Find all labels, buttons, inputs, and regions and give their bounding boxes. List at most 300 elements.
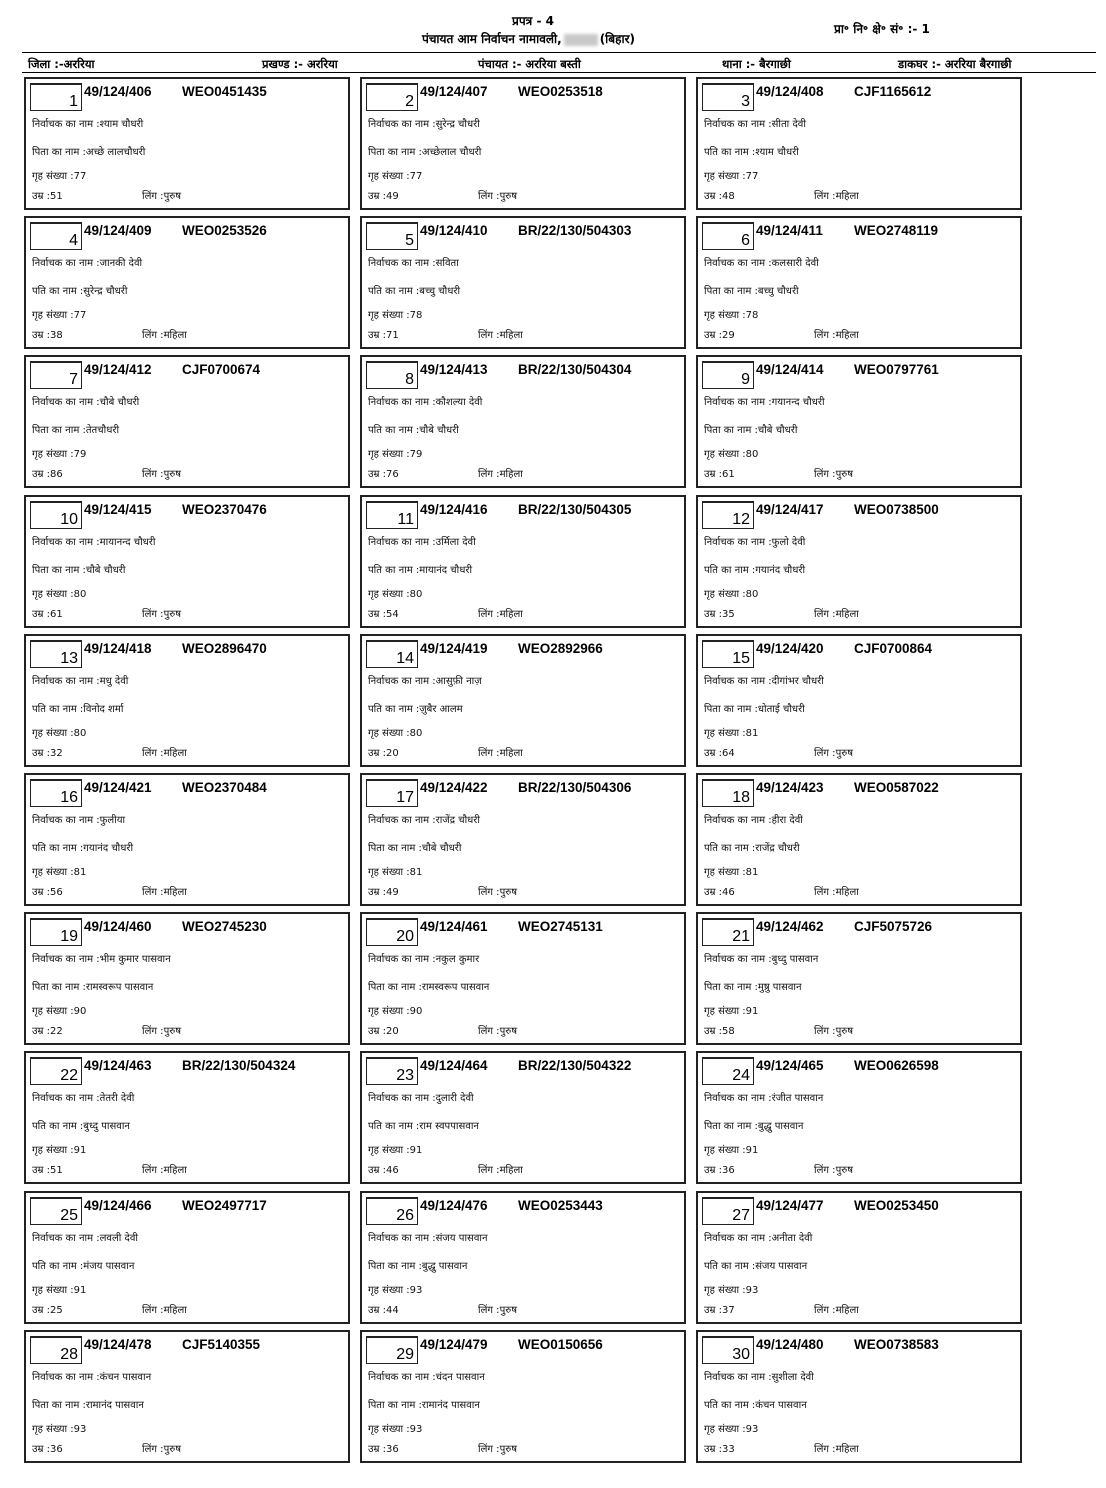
voter-id: BR/22/130/504303 [518, 223, 632, 238]
house-number [704, 307, 758, 321]
voter-card-22 [24, 1051, 350, 1184]
house-value: 93 [409, 1285, 423, 1296]
post-office-label: डाकघर :- अररिया बैरगाछी [898, 57, 1012, 71]
elector-name [704, 534, 805, 548]
elector-name [32, 255, 142, 269]
age [368, 606, 399, 620]
relation-label: पति का नाम : [368, 704, 420, 715]
gender [478, 327, 523, 341]
voter-reference: 49/124/462 [756, 919, 824, 934]
voter-card-23 [360, 1051, 686, 1184]
elector-name [368, 673, 482, 687]
age-label: उम्र : [32, 1305, 51, 1316]
relation-name [368, 979, 489, 993]
relation-label: पिता का नाम : [704, 704, 758, 715]
age-value: 22 [50, 1026, 63, 1037]
relation-label: पति का नाम : [32, 286, 84, 297]
relation-name [704, 1258, 807, 1272]
house-label: गृह संख्या : [368, 171, 410, 182]
relation-name [32, 562, 125, 576]
house-value: 93 [745, 1424, 759, 1435]
voter-card-2 [360, 77, 686, 210]
house-number [368, 725, 422, 739]
gender-value: महिला [499, 1165, 523, 1176]
house-number [704, 1003, 758, 1017]
age [368, 1162, 399, 1176]
relation-name [368, 1258, 467, 1272]
voter-id: WEO2370484 [182, 780, 267, 795]
house-value: 81 [745, 728, 759, 739]
gender-value: पुरुष [163, 1026, 182, 1037]
relation-label: पति का नाम : [704, 1261, 756, 1272]
house-label: गृह संख्या : [704, 171, 746, 182]
gender-label: लिंग : [142, 1305, 164, 1316]
house-number [32, 1282, 86, 1296]
serial-number: 11 [366, 501, 418, 529]
voter-reference: 49/124/411 [756, 223, 823, 238]
age-label: उम्र : [368, 609, 387, 620]
age [368, 884, 399, 898]
voter-id: WEO0150656 [518, 1337, 603, 1352]
elector-name-value: फुलो देवी [771, 537, 806, 548]
elector-name-value: सुशीला देवी [771, 1372, 814, 1383]
gender [478, 1302, 517, 1316]
age [368, 1302, 399, 1316]
house-label: गृह संख्या : [32, 1424, 74, 1435]
age [704, 1441, 735, 1455]
age-label: उम्र : [368, 1026, 387, 1037]
gender-label: लिंग : [142, 887, 164, 898]
age-value: 37 [722, 1305, 735, 1316]
serial-number: 6 [702, 222, 754, 250]
gender-label: लिंग : [478, 887, 500, 898]
elector-name-value: अनीता देवी [771, 1233, 813, 1244]
gender-value: महिला [835, 1444, 859, 1455]
relation-label: पिता का नाम : [32, 1400, 86, 1411]
age-label: उम्र : [704, 191, 723, 202]
gender [142, 327, 187, 341]
gender-value: पुरुष [163, 469, 182, 480]
serial-number: 10 [30, 501, 82, 529]
serial-number: 4 [30, 222, 82, 250]
voter-id: CJF1165612 [854, 84, 932, 99]
relation-name [32, 422, 119, 436]
serial-number: 16 [30, 779, 82, 807]
block-label: प्रखण्ड :- अररिया [262, 57, 338, 71]
relation-value: गयानंद चौधरी [755, 565, 806, 576]
voter-card-27 [696, 1191, 1022, 1324]
house-number [368, 1142, 422, 1156]
elector-name-value: दीगांभर चौधरी [771, 676, 824, 687]
house-value: 80 [73, 589, 87, 600]
age-value: 49 [386, 191, 399, 202]
relation-name [368, 1118, 479, 1132]
relation-value: विनोद शर्मा [83, 704, 124, 715]
gender-value: महिला [163, 887, 187, 898]
house-number [704, 168, 758, 182]
district-label: जिला :-अररिया [28, 57, 95, 71]
relation-value: चौबे चौधरी [85, 565, 126, 576]
relation-label: पिता का नाम : [368, 1400, 422, 1411]
relation-label: पिता का नाम : [368, 982, 422, 993]
age [32, 466, 63, 480]
house-label: गृह संख्या : [368, 1145, 410, 1156]
house-value: 91 [73, 1145, 87, 1156]
elector-name-value: जानकी देवी [99, 258, 143, 269]
gender-value: महिला [499, 748, 523, 759]
house-value: 91 [745, 1006, 759, 1017]
house-label: गृह संख्या : [704, 589, 746, 600]
relation-label: पति का नाम : [368, 425, 420, 436]
header-rule-top [22, 52, 1096, 53]
gender-label: लिंग : [814, 330, 836, 341]
elector-name-label: निर्वाचक का नाम : [368, 1093, 436, 1104]
gender [814, 1441, 859, 1455]
age-label: उम्र : [32, 1165, 51, 1176]
elector-name-value: सीता देवी [771, 119, 806, 130]
relation-value: बच्चु चौधरी [419, 286, 461, 297]
house-value: 78 [409, 310, 423, 321]
elector-name-value: सविता [435, 258, 459, 269]
voter-card-16 [24, 773, 350, 906]
gender [478, 1162, 523, 1176]
voter-reference: 49/124/466 [84, 1198, 152, 1213]
age-label: उम्र : [32, 609, 51, 620]
elector-name-value: मधु देवी [99, 676, 129, 687]
voter-reference: 49/124/406 [84, 84, 152, 99]
age-value: 38 [50, 330, 63, 341]
gender [142, 1302, 187, 1316]
elector-name-label: निर्वाचक का नाम : [368, 119, 436, 130]
voter-reference: 49/124/420 [756, 641, 824, 656]
age-label: उम्र : [32, 887, 51, 898]
voter-id: CJF0700674 [182, 362, 261, 377]
gender-label: लिंग : [814, 609, 836, 620]
relation-value: चौबे चौधरी [757, 425, 798, 436]
house-value: 93 [745, 1285, 759, 1296]
age-value: 76 [386, 469, 399, 480]
voter-reference: 49/124/463 [84, 1058, 152, 1073]
gender-value: पुरुष [835, 1165, 854, 1176]
gender-label: लिंग : [814, 1305, 836, 1316]
voter-id: BR/22/130/504306 [518, 780, 632, 795]
house-number [368, 168, 422, 182]
house-number [32, 1003, 86, 1017]
serial-number: 3 [702, 83, 754, 111]
age [704, 884, 735, 898]
voter-reference: 49/124/419 [420, 641, 488, 656]
voter-card-28 [24, 1330, 350, 1463]
gender-label: लिंग : [478, 330, 500, 341]
elector-name-label: निर्वाचक का नाम : [368, 1233, 436, 1244]
elector-name-label: निर्वाचक का नाम : [368, 397, 436, 408]
gender-label: लिंग : [814, 748, 836, 759]
voter-id: WEO0626598 [854, 1058, 939, 1073]
age [704, 327, 735, 341]
elector-name-value: भीम कुमार पासवान [99, 954, 171, 965]
house-value: 77 [73, 171, 87, 182]
relation-name [32, 144, 145, 158]
elector-name [704, 951, 818, 965]
gender-value: महिला [499, 609, 523, 620]
elector-name-label: निर्वाचक का नाम : [704, 676, 772, 687]
age [32, 1302, 63, 1316]
gender-label: लिंग : [478, 191, 500, 202]
elector-name-label: निर्वाचक का नाम : [704, 397, 772, 408]
voter-reference: 49/124/465 [756, 1058, 824, 1073]
voter-card-14 [360, 634, 686, 767]
gender [814, 1302, 859, 1316]
voter-reference: 49/124/409 [84, 223, 152, 238]
voter-card-30 [696, 1330, 1022, 1463]
relation-name [704, 701, 805, 715]
serial-number: 27 [702, 1197, 754, 1225]
relation-label: पति का नाम : [32, 843, 84, 854]
elector-name-value: चौबे चौधरी [99, 397, 140, 408]
elector-name-label: निर्वाचक का नाम : [368, 676, 436, 687]
voter-reference: 49/124/412 [84, 362, 152, 377]
house-number [704, 1282, 758, 1296]
relation-value: रामस्वरूप पासवान [421, 982, 490, 993]
voter-reference: 49/124/461 [420, 919, 488, 934]
age-value: 61 [722, 469, 735, 480]
relation-value: रामानंद पासवान [85, 1400, 144, 1411]
relation-value: सुरेन्द्र चौधरी [83, 286, 128, 297]
subtitle-state: (बिहार) [599, 32, 636, 46]
age [32, 188, 63, 202]
elector-name [32, 673, 128, 687]
age [368, 188, 399, 202]
relation-value: रामानंद पासवान [421, 1400, 480, 1411]
gender-label: लिंग : [478, 1026, 500, 1037]
age-label: उम्र : [32, 191, 51, 202]
gender-label: लिंग : [478, 1444, 500, 1455]
elector-name-label: निर्वाचक का नाम : [32, 1093, 100, 1104]
age-label: उम्र : [368, 469, 387, 480]
elector-name-label: निर्वाचक का नाम : [32, 1372, 100, 1383]
serial-number: 30 [702, 1336, 754, 1364]
house-value: 91 [745, 1145, 759, 1156]
house-value: 93 [409, 1424, 423, 1435]
voter-reference: 49/124/408 [756, 84, 824, 99]
relation-value: राम स्वपपासवान [419, 1121, 479, 1132]
voter-reference: 49/124/423 [756, 780, 824, 795]
house-label: गृह संख्या : [704, 1145, 746, 1156]
serial-number: 14 [366, 640, 418, 668]
relation-name [32, 840, 133, 854]
elector-name-value: चंदन पासवान [435, 1372, 485, 1383]
house-label: गृह संख्या : [368, 1285, 410, 1296]
elector-name-value: कलसारी देवी [771, 258, 819, 269]
house-label: गृह संख्या : [704, 728, 746, 739]
elector-name-value: मायानन्द चौधरी [99, 537, 156, 548]
serial-number: 5 [366, 222, 418, 250]
panchayat-label: पंचायत :- अररिया बस्ती [478, 57, 581, 71]
house-number [704, 446, 758, 460]
relation-name [704, 1118, 803, 1132]
gender-value: महिला [835, 191, 859, 202]
gender [814, 466, 853, 480]
elector-name [368, 1369, 485, 1383]
relation-label: पिता का नाम : [368, 147, 422, 158]
elector-name [704, 673, 824, 687]
gender-label: लिंग : [142, 748, 164, 759]
relation-value: चौबे चौधरी [421, 843, 462, 854]
gender [142, 1441, 181, 1455]
age [704, 606, 735, 620]
gender-label: लिंग : [142, 330, 164, 341]
serial-number: 2 [366, 83, 418, 111]
age-value: 32 [50, 748, 63, 759]
relation-name [704, 562, 805, 576]
voter-id: WEO0253526 [182, 223, 267, 238]
relation-label: पिता का नाम : [368, 1261, 422, 1272]
elector-name-label: निर्वाचक का नाम : [704, 1372, 772, 1383]
relation-label: पति का नाम : [704, 565, 756, 576]
age [704, 466, 735, 480]
elector-name-label: निर्वाचक का नाम : [704, 1093, 772, 1104]
relation-name [704, 144, 799, 158]
house-label: गृह संख्या : [704, 310, 746, 321]
voter-reference: 49/124/422 [420, 780, 488, 795]
part-number: प्रा॰ नि॰ क्षे॰ सं॰ :- 1 [834, 22, 930, 36]
voter-reference: 49/124/415 [84, 502, 152, 517]
house-value: 81 [409, 867, 423, 878]
gender-value: पुरुष [835, 469, 854, 480]
relation-value: धोताई चौधरी [757, 704, 805, 715]
age-value: 56 [50, 887, 63, 898]
relation-value: अच्छे लालचौधरी [85, 147, 146, 158]
serial-number: 1 [30, 83, 82, 111]
gender-value: महिला [835, 887, 859, 898]
voter-id: WEO0253518 [518, 84, 603, 99]
elector-name [368, 255, 459, 269]
serial-number: 13 [30, 640, 82, 668]
relation-label: पति का नाम : [368, 1121, 420, 1132]
age [704, 1162, 735, 1176]
voter-id: WEO0253450 [854, 1198, 939, 1213]
form-title: प्रपत्र - 4 [512, 14, 554, 28]
serial-number: 17 [366, 779, 418, 807]
gender-label: लिंग : [142, 191, 164, 202]
elector-name-value: आसुफ़ी नाज़ [435, 676, 482, 687]
elector-name [368, 394, 482, 408]
relation-value: रामस्वरूप पासवान [85, 982, 154, 993]
elector-name [32, 394, 139, 408]
relation-name [704, 840, 800, 854]
voter-card-17 [360, 773, 686, 906]
relation-value: मंजय पासवान [83, 1261, 135, 1272]
elector-name [32, 116, 143, 130]
relation-value: श्याम चौधरी [755, 147, 799, 158]
relation-value: बुद्धु पासवान [757, 1121, 804, 1132]
relation-label: पति का नाम : [704, 1400, 756, 1411]
relation-name [32, 283, 127, 297]
age [32, 327, 63, 341]
relation-label: पिता का नाम : [368, 843, 422, 854]
house-label: गृह संख्या : [704, 1285, 746, 1296]
house-value: 81 [73, 867, 87, 878]
elector-name [704, 394, 825, 408]
voter-reference: 49/124/407 [420, 84, 488, 99]
gender-value: पुरुष [499, 1305, 518, 1316]
gender [478, 745, 523, 759]
relation-label: पिता का नाम : [32, 565, 86, 576]
gender-label: लिंग : [814, 887, 836, 898]
voter-reference: 49/124/417 [756, 502, 824, 517]
age-value: 20 [386, 1026, 399, 1037]
house-label: गृह संख्या : [32, 171, 74, 182]
house-label: गृह संख्या : [32, 728, 74, 739]
house-label: गृह संख्या : [32, 1145, 74, 1156]
gender [142, 188, 181, 202]
relation-label: पति का नाम : [32, 1261, 84, 1272]
relation-name [368, 701, 463, 715]
serial-number: 21 [702, 918, 754, 946]
age-value: 44 [386, 1305, 399, 1316]
age-label: उम्र : [368, 191, 387, 202]
relation-value: बुद्धु पासवान [421, 1261, 468, 1272]
voter-id: WEO2892966 [518, 641, 603, 656]
house-number [32, 168, 86, 182]
gender-label: लिंग : [814, 1165, 836, 1176]
elector-name-value: तेतरी देवी [99, 1093, 135, 1104]
age-value: 51 [50, 191, 63, 202]
serial-number: 8 [366, 361, 418, 389]
voter-card-11 [360, 495, 686, 628]
gender-value: पुरुष [163, 609, 182, 620]
age-value: 29 [722, 330, 735, 341]
elector-name [32, 1230, 138, 1244]
voter-id: WEO2745131 [518, 919, 603, 934]
house-number [704, 725, 758, 739]
voter-id: BR/22/130/504304 [518, 362, 632, 377]
voter-id: CJF5075726 [854, 919, 933, 934]
age-value: 51 [50, 1165, 63, 1176]
voter-card-4 [24, 216, 350, 349]
house-value: 77 [409, 171, 423, 182]
gender-value: महिला [163, 1305, 187, 1316]
age-label: उम्र : [368, 1305, 387, 1316]
gender-value: पुरुष [499, 1026, 518, 1037]
house-value: 91 [73, 1285, 87, 1296]
gender [478, 606, 523, 620]
voter-card-1 [24, 77, 350, 210]
voter-reference: 49/124/460 [84, 919, 152, 934]
voter-id: WEO2748119 [854, 223, 939, 238]
relation-label: पति का नाम : [32, 704, 84, 715]
gender-label: लिंग : [142, 1165, 164, 1176]
house-number [368, 1003, 422, 1017]
voter-id: BR/22/130/504305 [518, 502, 632, 517]
house-value: 77 [73, 310, 87, 321]
relation-name [32, 701, 123, 715]
elector-name-label: निर्वाचक का नाम : [704, 954, 772, 965]
voter-card-21 [696, 912, 1022, 1045]
house-value: 90 [73, 1006, 87, 1017]
voter-reference: 49/124/413 [420, 362, 488, 377]
house-number [704, 1421, 758, 1435]
relation-name [368, 562, 472, 576]
age-value: 54 [386, 609, 399, 620]
age-value: 61 [50, 609, 63, 620]
voter-card-10 [24, 495, 350, 628]
house-number [704, 586, 758, 600]
age-value: 25 [50, 1305, 63, 1316]
relation-label: पति का नाम : [704, 147, 756, 158]
age-label: उम्र : [704, 1165, 723, 1176]
house-value: 80 [73, 728, 87, 739]
